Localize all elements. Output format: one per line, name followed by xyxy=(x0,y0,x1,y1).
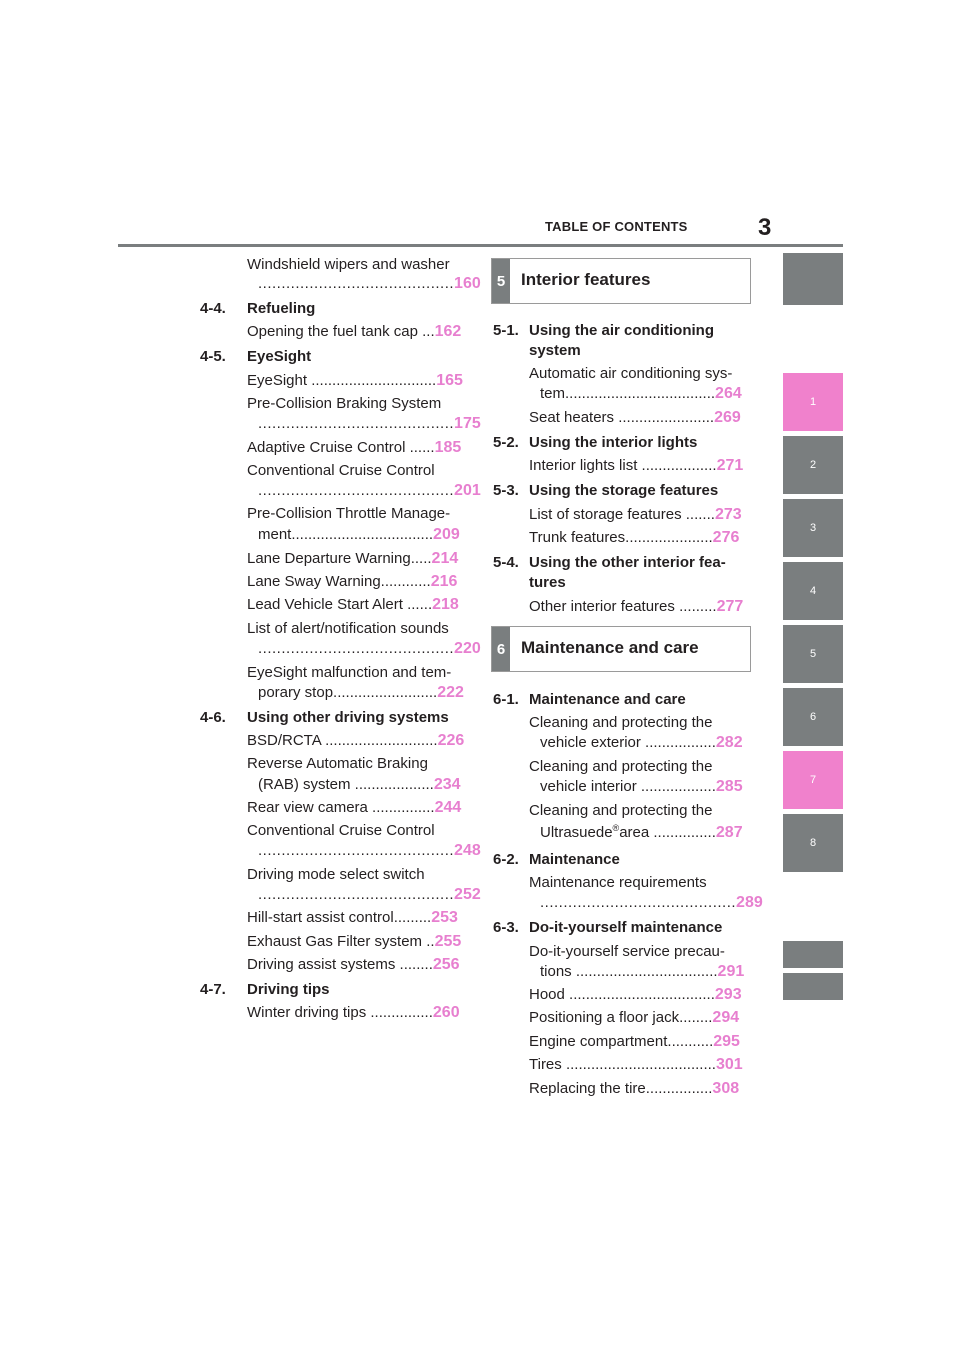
toc-entry-diy-page[interactable]: tions ..................................291 xyxy=(540,963,745,980)
toc-entry-hood[interactable]: Hood ...................................293 xyxy=(529,986,742,1003)
toc-entry-precollision-page[interactable]: ..........................................175 xyxy=(258,415,481,432)
chapter-6-title: Maintenance and care xyxy=(521,638,699,657)
section-6-1: 6-1. xyxy=(493,691,519,708)
section-6-3-title: Do-it-yourself maintenance xyxy=(529,919,723,936)
tab-blank-top[interactable] xyxy=(783,253,843,305)
toc-entry-exhaust[interactable]: Exhaust Gas Filter system ..255 xyxy=(247,933,462,950)
section-4-7-title: Driving tips xyxy=(247,981,330,998)
toc-entry-eyesight[interactable]: EyeSight ..............................165 xyxy=(247,372,463,389)
toc-entry-precollision[interactable]: Pre-Collision Braking System xyxy=(247,395,442,412)
section-6-1-title: Maintenance and care xyxy=(529,691,686,708)
toc-entry-requirements[interactable]: Maintenance requirements xyxy=(529,874,707,891)
toc-entry-hill[interactable]: Hill-start assist control.........253 xyxy=(247,909,458,926)
tab-chapter-1[interactable]: 1 xyxy=(783,373,843,431)
toc-entry-conv-cruise-2-page[interactable]: ..........................................248 xyxy=(258,842,481,859)
toc-entry-malfunction-page[interactable]: porary stop.........................222 xyxy=(258,684,464,701)
toc-entry-storage[interactable]: List of storage features .......273 xyxy=(529,506,742,523)
section-4-5-title: EyeSight xyxy=(247,348,312,365)
toc-entry-replacing-tire[interactable]: Replacing the tire................308 xyxy=(529,1080,740,1097)
section-4-4: 4-4. xyxy=(200,300,226,317)
section-4-6-title: Using other driving systems xyxy=(247,709,449,726)
section-5-2: 5-2. xyxy=(493,434,519,451)
chapter-6-number: 6 xyxy=(492,627,510,671)
toc-entry-drive-mode[interactable]: Driving mode select switch xyxy=(247,866,425,883)
toc-entry-exterior-page[interactable]: vehicle exterior .................282 xyxy=(540,734,743,751)
toc-entry-winter[interactable]: Winter driving tips ...............260 xyxy=(247,1004,460,1021)
section-4-7: 4-7. xyxy=(200,981,226,998)
section-6-3: 6-3. xyxy=(493,919,519,936)
toc-entry-alerts[interactable]: List of alert/notification sounds xyxy=(247,620,449,637)
toc-entry-engine[interactable]: Engine compartment...........295 xyxy=(529,1033,740,1050)
tab-chapter-2[interactable]: 2 xyxy=(783,436,843,494)
toc-entry-alerts-page[interactable]: ..........................................220 xyxy=(258,640,481,657)
section-4-6: 4-6. xyxy=(200,709,226,726)
toc-entry-lvsa[interactable]: Lead Vehicle Start Alert ......218 xyxy=(247,596,459,613)
toc-entry-fuel-cap[interactable]: Opening the fuel tank cap ...162 xyxy=(247,323,462,340)
toc-entry-trunk[interactable]: Trunk features.....................276 xyxy=(529,529,740,546)
toc-entry-drive-mode-page[interactable]: ..........................................252 xyxy=(258,886,481,903)
toc-entry-ultrasuede-page[interactable]: Ultrasuede®area ...............287 xyxy=(540,823,743,841)
section-5-3: 5-3. xyxy=(493,482,519,499)
section-5-4-title: Using the other interior fea- xyxy=(529,554,726,571)
toc-entry-lsw[interactable]: Lane Sway Warning............216 xyxy=(247,573,458,590)
toc-entry-conv-cruise[interactable]: Conventional Cruise Control xyxy=(247,462,435,479)
tab-index-1[interactable] xyxy=(783,941,843,968)
section-4-4-title: Refueling xyxy=(247,300,316,317)
toc-entry-interior-lights[interactable]: Interior lights list ..................271 xyxy=(529,457,744,474)
chapter-5-number: 5 xyxy=(492,259,510,303)
section-6-2-title: Maintenance xyxy=(529,851,620,868)
toc-entry-conv-cruise-page[interactable]: ..........................................201 xyxy=(258,482,481,499)
section-5-3-title: Using the storage features xyxy=(529,482,719,499)
section-5-2-title: Using the interior lights xyxy=(529,434,698,451)
section-4-5: 4-5. xyxy=(200,348,226,365)
section-5-4-title-cont: tures xyxy=(529,574,566,591)
toc-entry-diy[interactable]: Do-it-yourself service precau- xyxy=(529,943,725,960)
toc-entry-pct[interactable]: Pre-Collision Throttle Manage- xyxy=(247,505,451,522)
tab-chapter-4[interactable]: 4 xyxy=(783,562,843,620)
toc-entry-other-interior[interactable]: Other interior features .........277 xyxy=(529,598,744,615)
page-number: 3 xyxy=(758,214,772,241)
toc-entry-ldw[interactable]: Lane Departure Warning.....214 xyxy=(247,550,459,567)
toc-entry-seat-heaters[interactable]: Seat heaters .......................269 xyxy=(529,409,741,426)
section-5-1-title: Using the air conditioning xyxy=(529,322,714,339)
toc-entry-interior[interactable]: Cleaning and protecting the xyxy=(529,758,713,775)
toc-entry-tires[interactable]: Tires ....................................301 xyxy=(529,1056,743,1073)
toc-entry-pct-page[interactable]: ment..................................209 xyxy=(258,526,460,543)
toc-entry-interior-page[interactable]: vehicle interior ..................285 xyxy=(540,778,743,795)
section-5-4: 5-4. xyxy=(493,554,519,571)
toc-entry-windshield-page[interactable]: ..........................................160 xyxy=(258,275,481,292)
toc-entry-floor-jack[interactable]: Positioning a floor jack........294 xyxy=(529,1009,740,1026)
section-5-1: 5-1. xyxy=(493,322,519,339)
toc-entry-ac-page[interactable]: tem....................................264 xyxy=(540,385,742,402)
tab-chapter-6[interactable]: 6 xyxy=(783,688,843,746)
toc-entry-malfunction[interactable]: EyeSight malfunction and tem- xyxy=(247,664,452,681)
tab-chapter-3[interactable]: 3 xyxy=(783,499,843,557)
tab-chapter-7[interactable]: 7 xyxy=(783,751,843,809)
toc-entry-rab[interactable]: Reverse Automatic Braking xyxy=(247,755,428,772)
chapter-5-header[interactable] xyxy=(491,258,751,304)
tab-index-2[interactable] xyxy=(783,973,843,1000)
toc-entry-requirements-page[interactable]: ..........................................289 xyxy=(540,894,763,911)
toc-entry-exterior[interactable]: Cleaning and protecting the xyxy=(529,714,713,731)
running-header-title: TABLE OF CONTENTS xyxy=(545,219,688,234)
chapter-6-header[interactable] xyxy=(491,626,751,672)
tab-chapter-5[interactable]: 5 xyxy=(783,625,843,683)
toc-entry-camera[interactable]: Rear view camera ...............244 xyxy=(247,799,462,816)
tab-chapter-8[interactable]: 8 xyxy=(783,814,843,872)
toc-entry-windshield[interactable]: Windshield wipers and washer xyxy=(247,256,450,273)
section-5-1-title-cont: system xyxy=(529,342,581,359)
toc-entry-ultrasuede[interactable]: Cleaning and protecting the xyxy=(529,802,713,819)
chapter-5-title: Interior features xyxy=(521,270,651,289)
toc-entry-bsd[interactable]: BSD/RCTA ...........................226 xyxy=(247,732,465,749)
toc-entry-rab-page[interactable]: (RAB) system ...................234 xyxy=(258,776,461,793)
toc-entry-conv-cruise-2[interactable]: Conventional Cruise Control xyxy=(247,822,435,839)
header-divider xyxy=(118,244,843,247)
toc-entry-assist[interactable]: Driving assist systems ........256 xyxy=(247,956,460,973)
toc-entry-ac[interactable]: Automatic air conditioning sys- xyxy=(529,365,733,382)
section-6-2: 6-2. xyxy=(493,851,519,868)
toc-entry-acc[interactable]: Adaptive Cruise Control ......185 xyxy=(247,439,462,456)
